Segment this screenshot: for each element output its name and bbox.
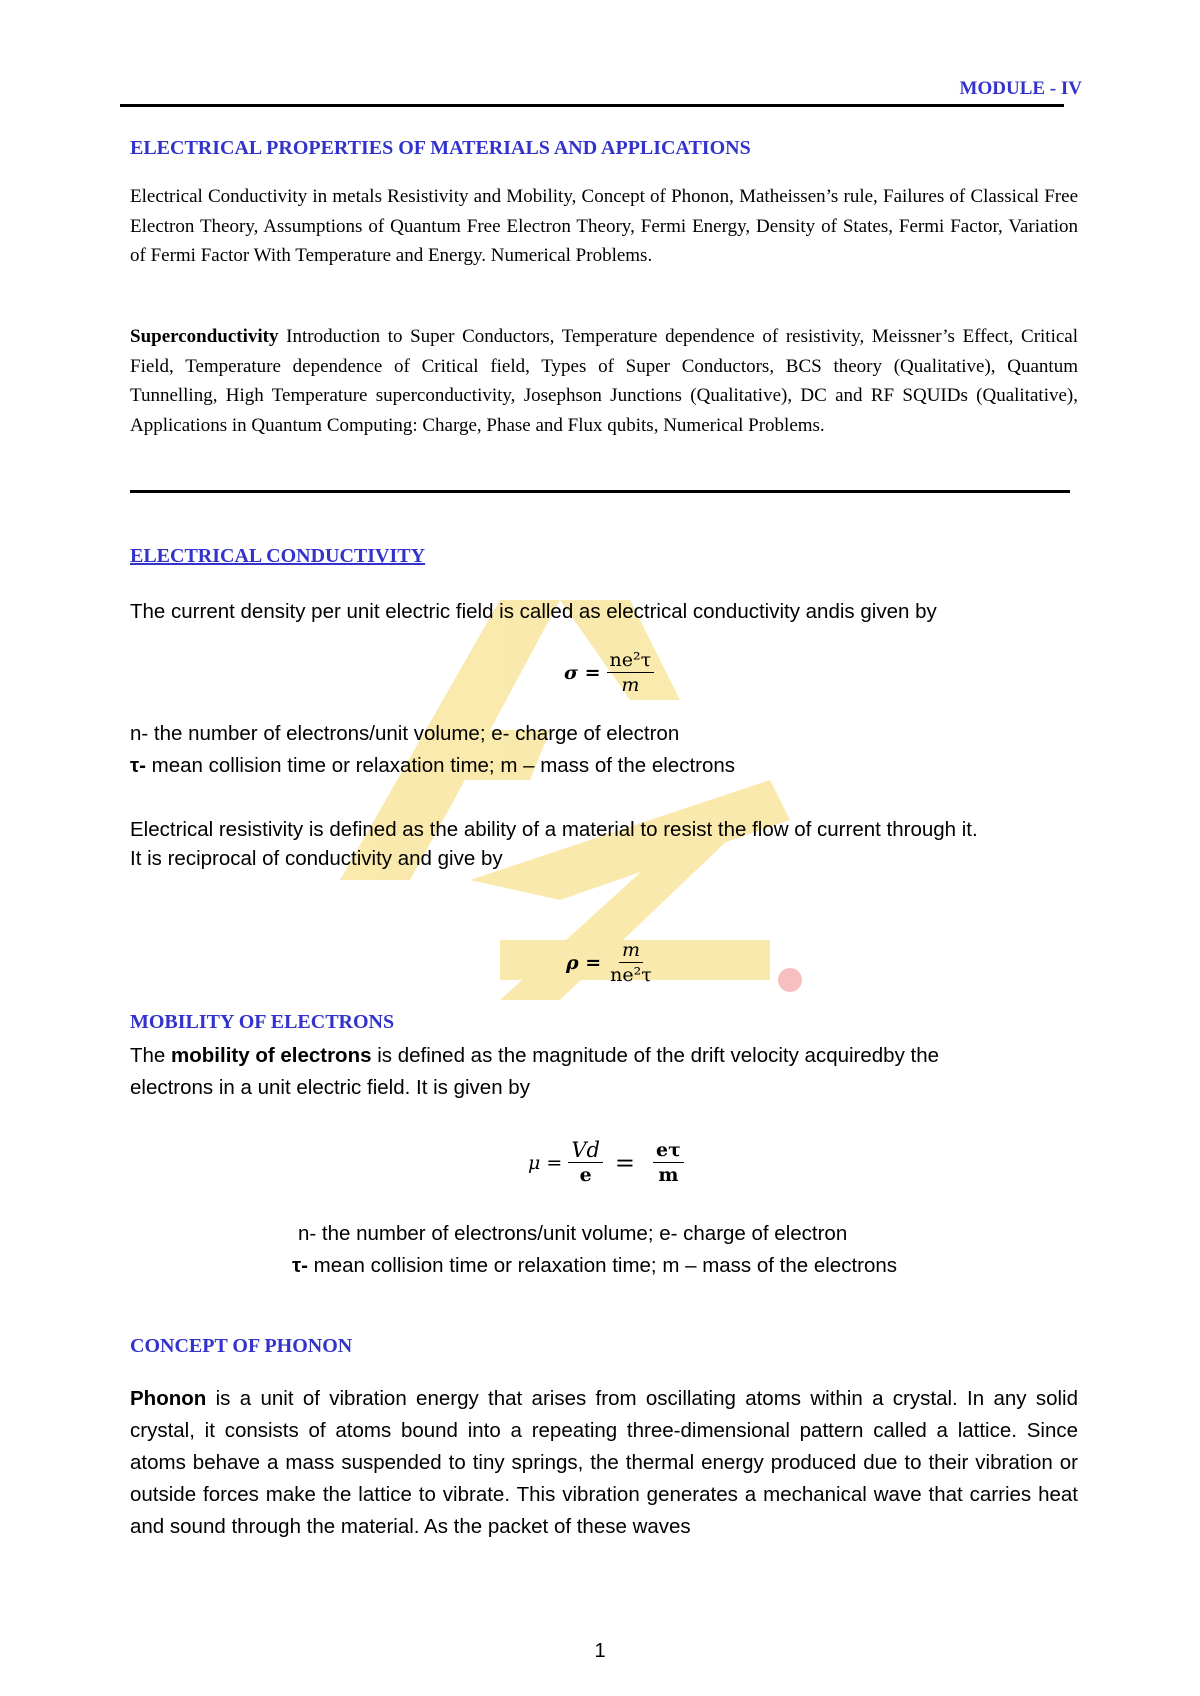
mobility-eq-numerator-2: eτ	[653, 1140, 684, 1163]
resistivity-eq-fraction	[607, 940, 655, 985]
mobility-eq-fraction-1	[568, 1140, 603, 1185]
top-divider	[120, 104, 1064, 107]
conductivity-eq-numerator: ne²τ	[607, 650, 655, 673]
conductivity-definition-2	[130, 750, 735, 782]
phonon-paragraph-text: is a unit of vibration energy that arises from oscillating atoms within a crystal. In any solid crystal, it consists of atoms bound into a repeating three-dimensional pattern called a lattice. Since atoms behave a mass suspended to tiny springs, the thermal energy produced due to their vibration or outside forces make the lattice to vibrate. This vibration generates a mechanical wave that carries heat and sound through the material. As the packet of these waves	[130, 1387, 1078, 1538]
mobility-eq-numerator-1: Vd	[568, 1140, 603, 1163]
resistivity-eq-numerator: m	[619, 940, 643, 963]
mobility-definition-2	[292, 1250, 897, 1282]
conductivity-intro: The current density per unit electric field is called as electrical conductivity andis given by	[130, 600, 937, 623]
page-number: 1	[594, 1640, 606, 1662]
resistivity-eq-denominator: ne²τ	[610, 964, 652, 986]
mobility-term: mobility of electrons	[171, 1044, 372, 1067]
resistivity-line-2: It is reciprocal of conductivity and give by	[130, 847, 503, 870]
phonon-paragraph	[130, 1383, 1078, 1543]
conductivity-heading: ELECTRICAL CONDUCTIVITY	[130, 545, 426, 567]
conductivity-eq-denominator: m	[621, 674, 640, 696]
syllabus-paragraph-2	[130, 322, 1078, 440]
mobility-eq-lhs: μ =	[528, 1151, 563, 1174]
phonon-heading: CONCEPT OF PHONON	[130, 1335, 353, 1357]
mobility-line-1	[130, 1040, 939, 1072]
mobility-eq-denominator-2: m	[658, 1164, 679, 1186]
mobility-tau-symbol: τ-	[292, 1254, 308, 1277]
superconductivity-label: Superconductivity	[130, 326, 279, 347]
mobility-eq-fraction-2	[653, 1140, 684, 1185]
mobility-eq-equals: =	[614, 1148, 636, 1177]
phonon-term: Phonon	[130, 1387, 207, 1410]
mobility-definition-2-text: mean collision time or relaxation time; m – mass of the electrons	[307, 1254, 898, 1277]
resistivity-equation	[566, 940, 655, 985]
resistivity-line-1: Electrical resistivity is defined as the ability of a material to resist the flow of current through it.	[130, 818, 978, 841]
syllabus-paragraph-1: Electrical Conductivity in metals Resistivity and Mobility, Concept of Phonon, Matheissen’s rule, Failures of Classical Free Electron Theory, Assumptions of Quantum Free Electron Theory, Fermi Energy, Density of States, Fermi Factor, Variation of Fermi Factor With Temperature and Energy. Numerical Problems.	[130, 186, 1078, 266]
mobility-line-1-post: is defined as the magnitude of the drift velocity acquiredby the	[371, 1044, 940, 1067]
mobility-line-1-pre: The	[130, 1044, 172, 1067]
conductivity-definition-2-text: mean collision time or relaxation time; m – mass of the electrons	[145, 754, 736, 777]
mobility-definition-1: n- the number of electrons/unit volume; e- charge of electron	[298, 1222, 848, 1245]
section-divider	[130, 490, 1070, 493]
mobility-heading: MOBILITY OF ELECTRONS	[130, 1011, 395, 1033]
syllabus-paragraph-2-text: Introduction to Super Conductors, Temperature dependence of resistivity, Meissner’s Effect, Critical Field, Temperature dependence of Critical field, Types of Super Conductors, BCS theory (Qualitative), Quantum Tunnelling, High Temperature superconductivity, Josephson Junctions (Qualitative), DC and RF SQUIDs (Qualitative), Applications in Quantum Computing: Charge, Phase and Flux qubits, Numerical Problems.	[130, 326, 1078, 436]
tau-symbol: τ-	[130, 754, 146, 777]
conductivity-definition-1: n- the number of electrons/unit volume; e- charge of electron	[130, 722, 680, 745]
module-label: MODULE - IV	[959, 78, 1082, 99]
resistivity-eq-lhs: ρ =	[566, 951, 602, 974]
mobility-eq-denominator-1: e	[579, 1164, 592, 1186]
conductivity-equation	[564, 650, 654, 695]
document-title: ELECTRICAL PROPERTIES OF MATERIALS AND APPLICATIONS	[130, 137, 751, 159]
conductivity-eq-fraction	[607, 650, 655, 695]
mobility-equation	[528, 1140, 684, 1185]
mobility-line-2: electrons in a unit electric field. It is given by	[130, 1076, 530, 1099]
conductivity-eq-lhs: σ =	[564, 661, 601, 684]
